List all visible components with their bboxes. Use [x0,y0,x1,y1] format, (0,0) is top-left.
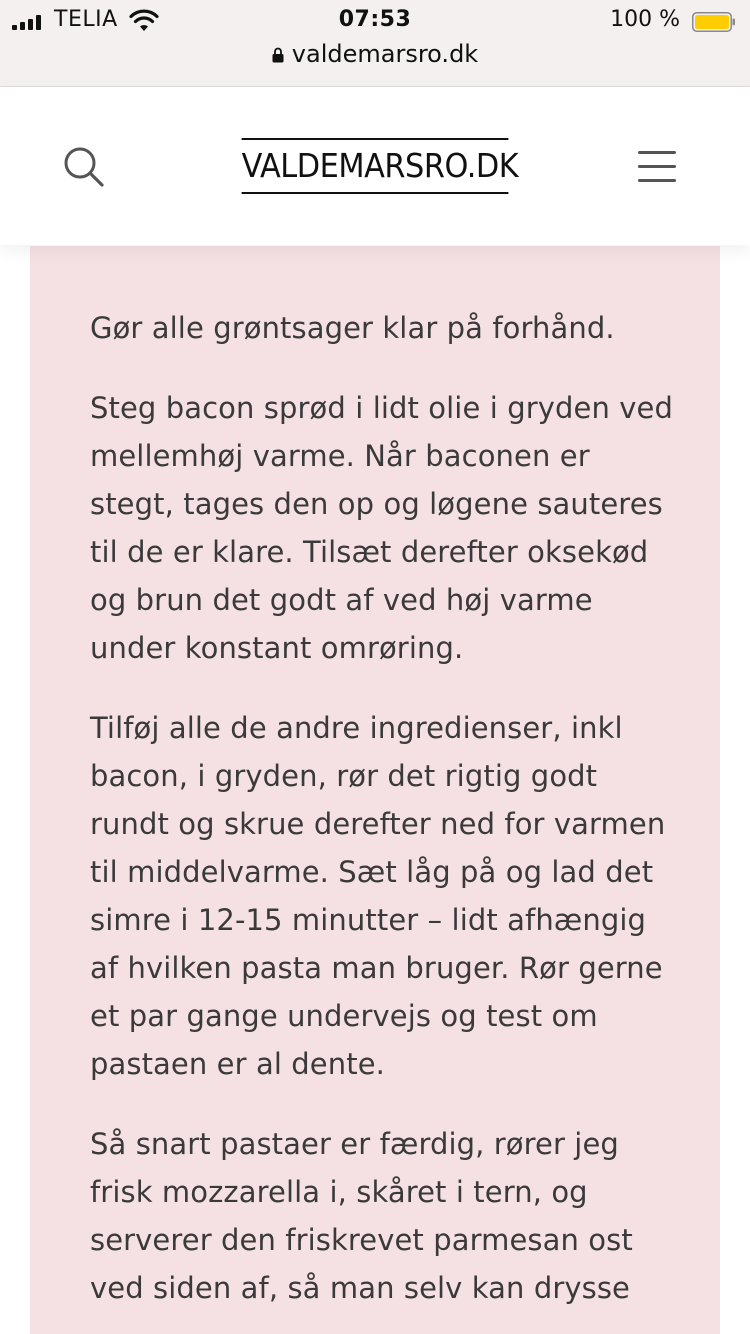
instruction-paragraph: Steg bacon sprød i lidt olie i gryden ved mellemhøj varme. Når baconen er stegt, tages den op og løgene sauteres til de er klare. Tilsæt derefter oksekød og brun det godt af ved høj varme under konstant omrøring. [90,391,673,665]
recipe-instructions [30,246,720,1334]
battery-percentage: 100 % [610,7,680,32]
instruction-paragraph: Tilføj alle de andre ingredienser, inkl bacon, i gryden, rør det rigtig godt rundt og skrue derefter ned for varmen til middelvarme. Sæt låg på og lad det simre i 12-15 minutter – lidt afhængig af hvilken pasta man bruger. Rør gerne et par gange undervejs og test om pastaen er al dente. [90,711,666,1081]
search-button[interactable] [62,145,106,189]
search-icon [62,145,106,189]
carrier-name: TELIA [54,7,118,32]
ios-status-row [0,6,750,36]
site-logo[interactable]: VALDEMARSRO.DK [242,138,509,194]
hamburger-menu-icon [638,151,676,154]
lock-icon [272,47,284,63]
instruction-paragraph: Gør alle grøntsager klar på forhånd. [90,311,615,345]
menu-button[interactable] [636,149,678,183]
url-text: valdemarsro.dk [291,40,479,68]
address-bar[interactable] [0,40,750,68]
instruction-paragraph: Så snart pastaer er færdig, rører jeg frisk mozzarella i, skåret i tern, og serverer den friskrevet parmesan ost ved siden af, så man selv kan drysse [90,1127,633,1305]
battery-icon [692,12,736,32]
clock: 07:53 [338,7,412,32]
browser-status-bar [0,0,750,87]
site-header [0,87,750,245]
